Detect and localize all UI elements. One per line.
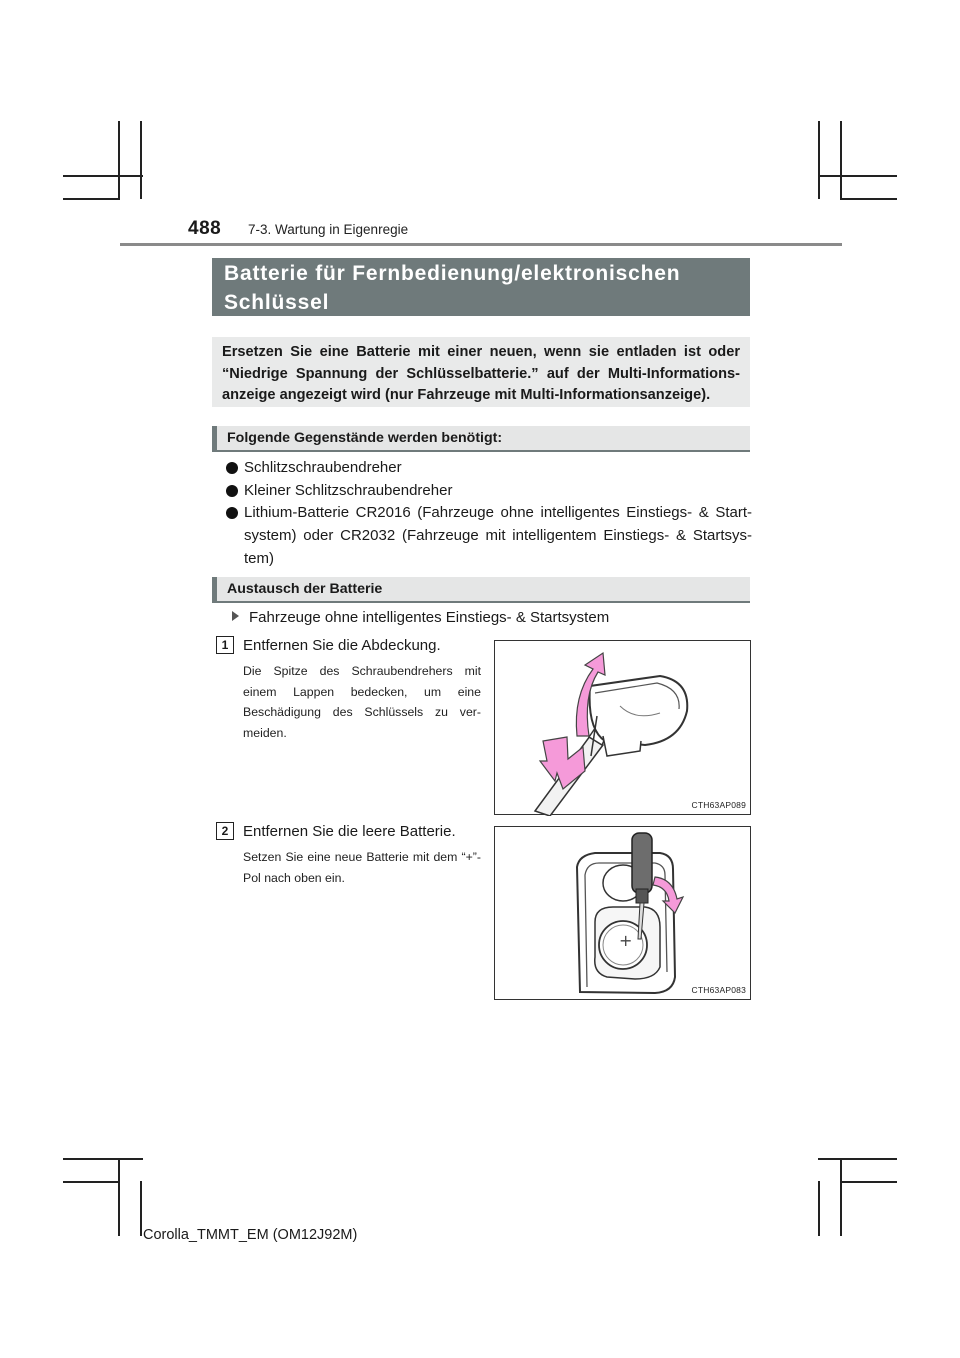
crop-mark [840, 1158, 842, 1236]
crop-mark [818, 1158, 897, 1160]
crop-mark [118, 1158, 120, 1236]
list-item-text: Schlitzschraubendreher [244, 459, 402, 476]
battery-plus-label: + [619, 931, 633, 950]
page-title [212, 258, 750, 316]
step-number: 2 [216, 822, 234, 840]
bullet-icon [226, 462, 238, 474]
crop-mark [140, 1181, 142, 1236]
step-title: Entfernen Sie die leere Batterie. [243, 823, 456, 840]
required-list [222, 457, 752, 571]
step-note: Setzen Sie eine neue Batterie mit dem “+”-Pol nach oben ein. [243, 850, 481, 885]
step-title: Entfernen Sie die Abdeckung. [243, 637, 441, 654]
crop-mark [840, 198, 897, 200]
intro-line: Ersetzen Sie eine Batterie mit einer neuen, wenn sie entladen ist oder [222, 344, 740, 360]
list-item [222, 502, 752, 570]
footer-text: Corolla_TMMT_EM (OM12J92M) [143, 1227, 358, 1243]
triangle-right-icon [232, 611, 239, 621]
crop-mark [118, 121, 120, 199]
step-number: 1 [216, 636, 234, 654]
crop-mark [818, 121, 820, 199]
crop-mark [63, 175, 143, 177]
intro-line: “Niedrige Spannung der Schlüsselbatterie.” auf der Multi-Informations- [222, 365, 740, 382]
key-cover-illustration [495, 641, 752, 816]
page-number: 488 [188, 218, 222, 239]
step-note: Die Spitze des Schraubendrehers mit einem Lappen bedecken, um eine Beschädigung des Schlüssels zu ver-meiden. [243, 664, 481, 740]
variant-line [232, 609, 609, 626]
variant-text: Fahrzeuge ohne intelligentes Einstiegs- & Startsystem [249, 609, 610, 626]
list-item [222, 480, 752, 503]
replacement-heading: Austausch der Batterie [212, 577, 750, 603]
list-item [222, 457, 752, 480]
crop-mark [63, 1158, 143, 1160]
list-item-text: Kleiner Schlitzschraubendreher [244, 481, 453, 499]
section-title: 7-3. Wartung in Eigenregie [248, 222, 409, 237]
figure-remove-cover [494, 640, 751, 815]
page-title-line: Schlüssel [224, 291, 330, 314]
bullet-icon [226, 507, 238, 519]
figure-code: CTH63AP089 [691, 800, 746, 810]
crop-mark [63, 198, 120, 200]
battery-illustration [495, 827, 752, 1001]
intro-line: anzeige angezeigt wird (nur Fahrzeuge mit Multi-Informationsanzeige). [222, 387, 711, 403]
crop-mark [818, 175, 897, 177]
required-heading: Folgende Gegenstände werden benötigt: [212, 426, 750, 452]
bullet-icon [226, 485, 238, 497]
list-item-text: Lithium-Batterie CR2016 (Fahrzeuge ohne intelligentes Einstiegs- & Start-system) oder CR2032 (Fahrzeuge mit intelligentem Einstiegs- & Startsys-tem) [244, 504, 752, 567]
page-title-line: Batterie für Fernbedienung/elektronischen [224, 262, 681, 285]
header-rule [120, 243, 842, 246]
crop-mark [63, 1181, 120, 1183]
intro-box [212, 337, 750, 407]
figure-code: CTH63AP083 [691, 985, 746, 995]
crop-mark [140, 121, 142, 199]
crop-mark [840, 121, 842, 199]
crop-mark [840, 1181, 897, 1183]
figure-remove-battery [494, 826, 751, 1000]
crop-mark [818, 1181, 820, 1236]
